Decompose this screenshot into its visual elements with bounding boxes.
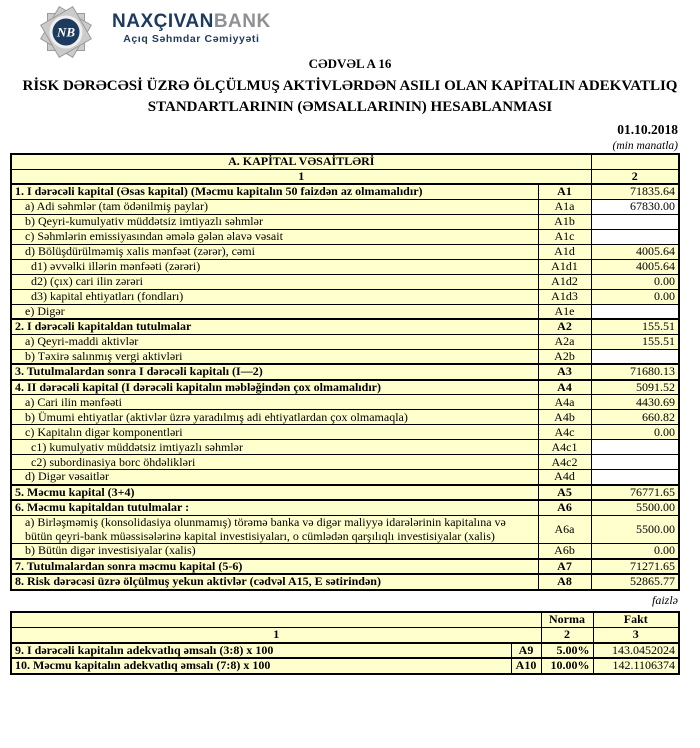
row-label: 10. Məcmu kapitalın adekvatlıq əmsalı (7:8) x 100: [11, 658, 511, 674]
document-title: [0, 76, 700, 118]
capital-row-A6a: [11, 516, 679, 544]
capital-row-A3: [11, 364, 679, 380]
bank-name-primary: NAXÇIVAN: [112, 11, 214, 32]
row-label: d2) (çıx) cari ilin zərəri: [11, 274, 538, 289]
row-value: 71680.13: [591, 364, 679, 380]
row-code: A1c: [538, 229, 591, 244]
document-title-line2: STANDARTLARININ (ƏMSALLARININ) HESABLANMASI: [147, 99, 553, 115]
capital-row-A2: [11, 319, 679, 334]
row-code: A3: [538, 364, 591, 380]
capital-row-A4d: [11, 470, 679, 485]
row-fakt: 143.0452024: [593, 643, 679, 659]
row-label: 2. I dərəcəli kapitaldan tutulmalar: [11, 319, 538, 334]
row-value: 52865.77: [591, 574, 679, 590]
row-code: A1b: [538, 214, 591, 229]
row-value: 4005.64: [591, 244, 679, 259]
table-code: CƏDVƏL A 16: [308, 56, 392, 71]
row-label: 5. Məcmu kapital (3+4): [11, 485, 538, 501]
row-label: c2) subordinasiya borc öhdəlikləri: [11, 455, 538, 470]
ratio-row-A10: [11, 658, 679, 674]
row-value: [591, 455, 679, 470]
row-code: A4a: [538, 395, 591, 410]
row-label: 7. Tutulmalardan sonra məcmu kapital (5-6): [11, 559, 538, 575]
ratio-col3-header: 3: [593, 627, 679, 643]
capital-row-A1a: [11, 199, 679, 214]
row-label: a) Cari ilin mənfəəti: [11, 395, 538, 410]
capital-row-A1d1: [11, 259, 679, 274]
capital-row-A1e: [11, 304, 679, 319]
row-code: A1d1: [538, 259, 591, 274]
fakt-header: Fakt: [593, 612, 679, 628]
bank-emblem-icon: [28, 4, 104, 60]
row-label: 1. I dərəcəli kapital (Əsas kapital) (Məcmu kapitalın 50 faizdən az olmamalıdır): [11, 184, 538, 199]
row-label: d3) kapital ehtiyatları (fondları): [11, 289, 538, 304]
capital-row-A1d2: [11, 274, 679, 289]
capital-row-A1: [11, 184, 679, 199]
capital-row-A4: [11, 380, 679, 395]
capital-row-A1b: [11, 214, 679, 229]
row-code: A1: [538, 184, 591, 199]
capital-row-A6b: [11, 544, 679, 559]
row-label: c1) kumulyativ müddətsiz imtiyazlı səhmlər: [11, 440, 538, 455]
row-value: 5091.52: [591, 380, 679, 395]
capital-row-A1c: [11, 229, 679, 244]
row-norma: 5.00%: [541, 643, 593, 659]
row-code: A2a: [538, 334, 591, 349]
row-code: A4: [538, 380, 591, 395]
row-fakt: 142.1106374: [593, 658, 679, 674]
row-value: [591, 229, 679, 244]
row-code: A6b: [538, 544, 591, 559]
ratio-table-colnum-row: [11, 627, 679, 643]
row-code: A8: [538, 574, 591, 590]
row-code: A4c: [538, 425, 591, 440]
unit-note: (min manatla): [612, 140, 678, 152]
capital-table-section-row: [11, 154, 679, 169]
capital-section-empty-cell: [591, 154, 679, 169]
row-label: d1) əvvəlki illərin mənfəəti (zərəri): [11, 259, 538, 274]
ratio-col2-header: 2: [541, 627, 593, 643]
row-label: c) Səhmlərin emissiyasından əmələ gələn əlavə vəsait: [11, 229, 538, 244]
document-header: [0, 0, 700, 153]
row-code: A1e: [538, 304, 591, 319]
report-date: 01.10.2018: [617, 122, 678, 137]
row-code: A2: [538, 319, 591, 334]
row-code: A4d: [538, 470, 591, 485]
row-code: A2b: [538, 349, 591, 364]
capital-col2-header: 2: [591, 169, 679, 184]
capital-row-A4c: [11, 425, 679, 440]
row-value: 5500.00: [591, 516, 679, 544]
bank-subtitle: Açıq Səhmdar Cəmiyyəti: [123, 33, 260, 45]
row-label: a) Qeyri-maddi aktivlər: [11, 334, 538, 349]
row-code: A4c1: [538, 440, 591, 455]
capital-row-A2b: [11, 349, 679, 364]
capital-row-A8: [11, 574, 679, 590]
capital-col1-header: 1: [11, 169, 591, 184]
row-label: 3. Tutulmalardan sonra I dərəcəli kapitalı (I—2): [11, 364, 538, 380]
bank-name-secondary: BANK: [213, 11, 271, 32]
capital-row-A4b: [11, 410, 679, 425]
row-value: 71835.64: [591, 184, 679, 199]
row-label: 6. Məcmu kapitaldan tutulmalar :: [11, 500, 538, 515]
capital-row-A1d3: [11, 289, 679, 304]
row-code: A1a: [538, 199, 591, 214]
capital-row-A4c2: [11, 455, 679, 470]
row-code: A1d3: [538, 289, 591, 304]
row-label: a) Birləşməmiş (konsolidasiya olunmamış) törəmə banka və digər maliyyə idarələrinin kapitalına və bütün qeyri-bank müəssisələrinə kapital investisiyaları, o cümlədən qarşılıqlı investisiyalar (xalis): [11, 516, 538, 544]
row-value: 4430.69: [591, 395, 679, 410]
capital-row-A2a: [11, 334, 679, 349]
document-title-line1: RİSK DƏRƏCƏSİ ÜZRƏ ÖLÇÜLMUŞ AKTİVLƏRDƏN ASILI OLAN KAPİTALIN ADEKVATLIQ: [22, 78, 678, 94]
bank-wordmark: [112, 12, 271, 31]
ratio-row-A9: [11, 643, 679, 659]
row-label: d) Bölüşdürülməmiş xalis mənfəət (zərər), cəmi: [11, 244, 538, 259]
row-label: 9. I dərəcəli kapitalın adekvatlıq əmsalı (3:8) x 100: [11, 643, 511, 659]
capital-row-A5: [11, 485, 679, 501]
percent-note: faizlə: [652, 592, 678, 607]
capital-table: [10, 153, 680, 591]
row-code: A1d: [538, 244, 591, 259]
row-value: [591, 214, 679, 229]
row-code: A4c2: [538, 455, 591, 470]
row-code: A7: [538, 559, 591, 575]
row-code: A10: [511, 658, 541, 674]
norma-header: Norma: [541, 612, 593, 628]
row-value: 155.51: [591, 319, 679, 334]
capital-row-A4a: [11, 395, 679, 410]
row-label: e) Digər: [11, 304, 538, 319]
ratio-table: [10, 611, 680, 675]
row-code: A9: [511, 643, 541, 659]
capital-row-A6: [11, 500, 679, 515]
row-label: b) Qeyri-kumulyativ müddətsiz imtiyazlı səhmlər: [11, 214, 538, 229]
row-value: 0.00: [591, 544, 679, 559]
capital-row-A7: [11, 559, 679, 575]
row-label: c) Kapitalın digər komponentləri: [11, 425, 538, 440]
row-code: A5: [538, 485, 591, 501]
row-value: 0.00: [591, 289, 679, 304]
row-code: A4b: [538, 410, 591, 425]
row-label: b) Təxirə salınmış vergi aktivləri: [11, 349, 538, 364]
row-value: 0.00: [591, 425, 679, 440]
bank-name-block: [112, 12, 271, 45]
row-label: d) Digər vəsaitlər: [11, 470, 538, 485]
row-label: a) Adi səhmlər (tam ödənilmiş paylar): [11, 199, 538, 214]
capital-row-A4c1: [11, 440, 679, 455]
row-value: 5500.00: [591, 500, 679, 515]
capital-row-A1d: [11, 244, 679, 259]
capital-section-title: A. KAPİTAL VƏSAİTLƏRİ: [11, 154, 591, 169]
row-value: [591, 304, 679, 319]
row-value: 0.00: [591, 274, 679, 289]
row-label: 8. Risk dərəcəsi üzrə ölçülmuş yekun aktivlər (cədvəl A15, E sətirindən): [11, 574, 538, 590]
row-value: 4005.64: [591, 259, 679, 274]
bank-monogram: NB: [56, 24, 76, 40]
row-value: [591, 440, 679, 455]
row-code: A6: [538, 500, 591, 515]
row-value: [591, 349, 679, 364]
row-label: b) Bütün digər investisiyalar (xalis): [11, 544, 538, 559]
row-value: 155.51: [591, 334, 679, 349]
ratio-header-empty-cell: [11, 612, 541, 628]
row-value: 76771.65: [591, 485, 679, 501]
capital-table-colnum-row: [11, 169, 679, 184]
row-label: b) Ümumi ehtiyatlar (aktivlər üzrə yaradılmış adi ehtiyatlardan çox olmamaqla): [11, 410, 538, 425]
ratio-col1-header: 1: [11, 627, 541, 643]
row-label: 4. II dərəcəli kapital (I dərəcəli kapitalın məbləğindən çox olmamalıdır): [11, 380, 538, 395]
row-value: 71271.65: [591, 559, 679, 575]
row-norma: 10.00%: [541, 658, 593, 674]
row-value: 660.82: [591, 410, 679, 425]
row-code: A6a: [538, 516, 591, 544]
bank-logo: [28, 4, 271, 60]
row-code: A1d2: [538, 274, 591, 289]
row-value: 67830.00: [591, 199, 679, 214]
ratio-table-header-row: [11, 612, 679, 628]
row-value: [591, 470, 679, 485]
